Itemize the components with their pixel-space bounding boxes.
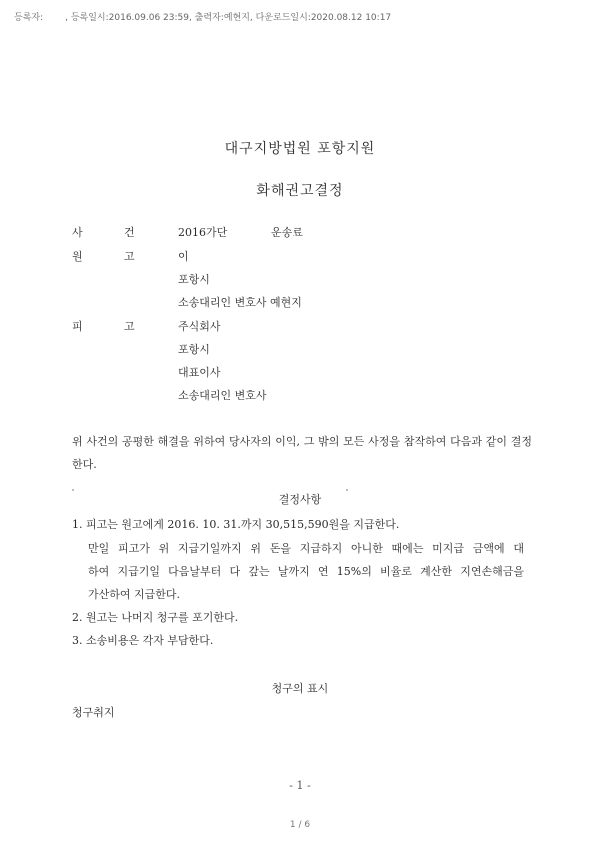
- case-number: 2016가단: [178, 226, 228, 239]
- print-info: , 등록일시:2016.09.06 23:59, 출력자:예현지, 다운로드일시:2020.08.12 10:17: [65, 13, 392, 23]
- defendant-address: 포항시: [178, 343, 210, 356]
- intro-paragraph: 위 사건의 공평한 해결을 위하여 당사자의 이익, 그 밖의 모든 사정을 참작하여 다음과 같이 결정한다.: [72, 435, 532, 471]
- document-title: 화해권고결정: [256, 183, 344, 199]
- decision-item-3: 3. 소송비용은 각자 부담한다.: [72, 634, 214, 647]
- defendant-representative: 대표이사: [178, 366, 221, 379]
- plaintiff-label-char-2: 고: [124, 250, 135, 263]
- defendant-counsel: 소송대리인 변호사: [178, 389, 267, 402]
- decision-item-1-line-2: 만일 피고가 위 지급기일까지 위 돈을 지급하지 아니한 때에는 미지급 금액에 대: [88, 542, 524, 555]
- defendant-label-char-2: 고: [124, 320, 135, 333]
- plaintiff-address: 포항시: [178, 273, 210, 286]
- defendant-label-char-1: 피: [72, 320, 83, 333]
- claim-subtitle: 청구취지: [72, 706, 115, 719]
- decision-item-1-line-3: 하여 지급기일 다음날부터 다 갚는 날까지 연 15%의 비율로 계산한 지연손해금을: [88, 565, 524, 578]
- claim-section-title: 청구의 표시: [271, 682, 329, 695]
- court-name: 대구지방법원 포항지원: [224, 141, 376, 157]
- defendant-name: 주식회사: [178, 320, 221, 333]
- print-metadata-header: [14, 10, 391, 23]
- case-label-char-2: 건: [124, 226, 135, 239]
- decision-item-1: 1. 피고는 원고에게 2016. 10. 31.까지 30,515,590원을 지급한다.: [72, 518, 400, 531]
- plaintiff-label-char-1: 원: [72, 250, 83, 263]
- decision-item-1-line-4: 가산하여 지급한다.: [88, 588, 181, 601]
- registrant-label: 등록자:: [14, 13, 44, 23]
- decision-section-title: 결정사항: [278, 493, 322, 506]
- plaintiff-counsel: 소송대리인 변호사 예현지: [178, 296, 302, 309]
- page-number: - 1 -: [289, 779, 311, 792]
- plaintiff-name: 이: [178, 250, 189, 263]
- case-name: 운송료: [271, 226, 303, 239]
- decision-item-2: 2. 원고는 나머지 청구를 포기한다.: [72, 611, 239, 624]
- page-counter: 1 / 6: [289, 820, 311, 830]
- case-label-char-1: 사: [72, 226, 83, 239]
